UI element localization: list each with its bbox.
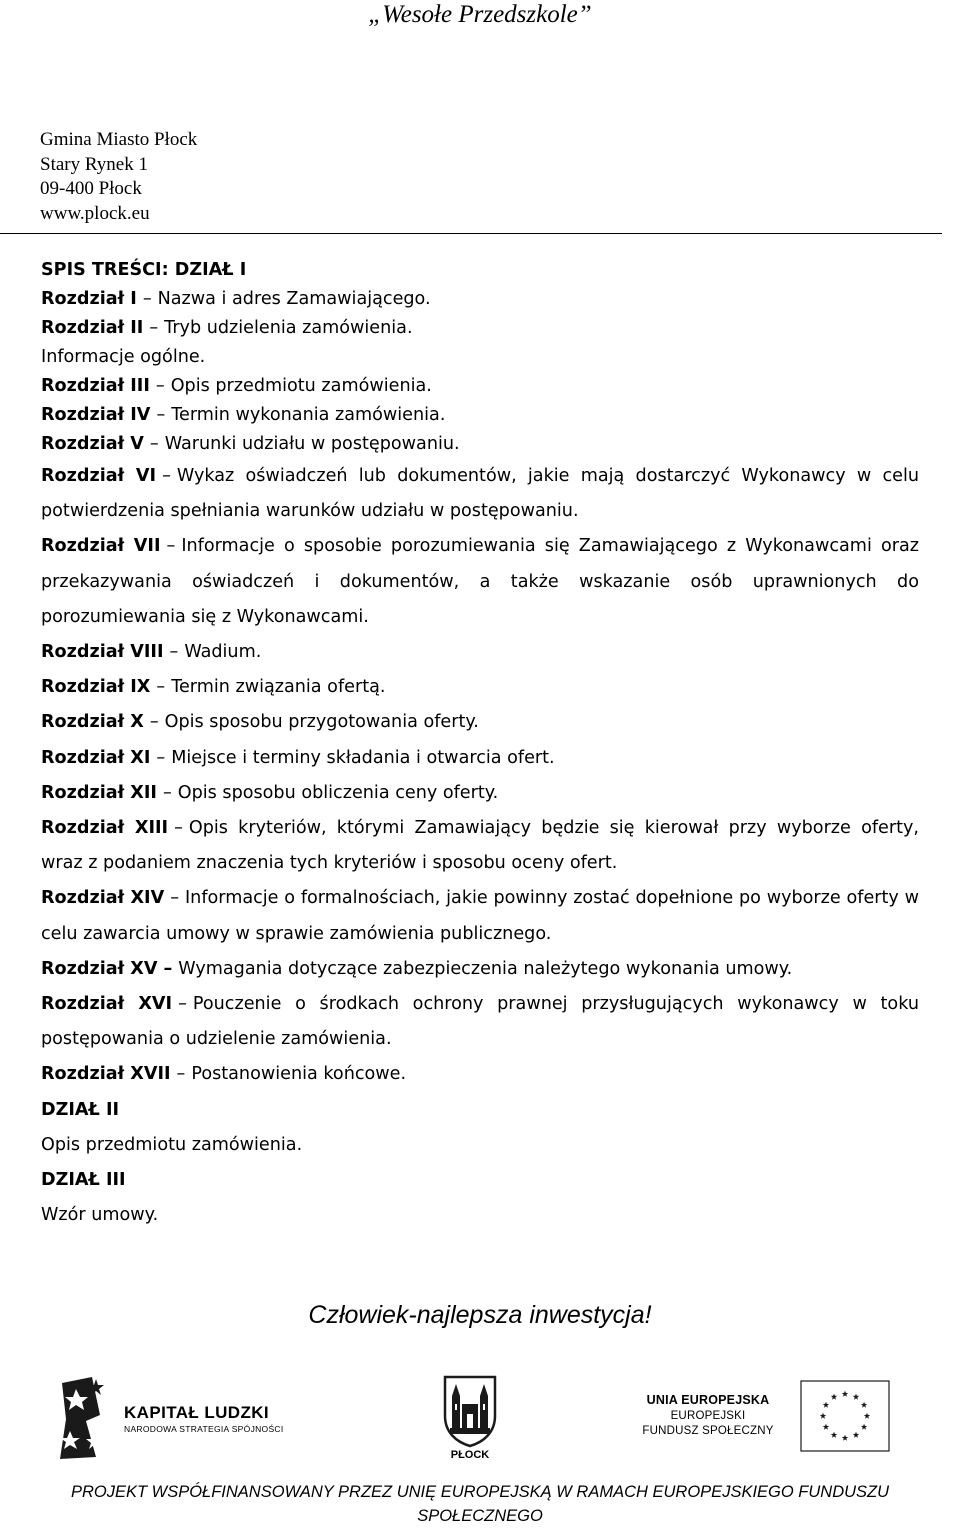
toc-entry: Rozdział XII – Opis sposobu obliczenia ceny oferty. (41, 782, 499, 803)
slogan: Człowiek-najlepsza inwestycja! (308, 1301, 652, 1329)
plock-coat-of-arms (440, 1374, 500, 1464)
toc-entry: Rozdział VII – Informacje o sposobie porozumiewania się Zamawiającego z Wykonawcami oraz przekazywania oświadczeń i dokumentów, a także wskazanie osób uprawnionych do porozumiewania się z Wykonawcami. (41, 536, 919, 627)
dzial-2-heading: DZIAŁ II (41, 1099, 120, 1120)
toc-entry: Rozdział XIV – Informacje o formalnościach, jakie powinny zostać dopełnione po wyborze oferty w celu zawarcia umowy w sprawie zamówienia publicznego. (41, 888, 919, 944)
kapital-ludzki-title: KAPITAŁ LUDZKI (124, 1403, 270, 1422)
kapital-ludzki-subtitle: NARODOWA STRATEGIA SPÓJNOŚCI (124, 1424, 284, 1434)
address-line-street: Stary Rynek 1 (40, 153, 148, 175)
kapital-ludzki-emblem-icon (56, 1375, 116, 1461)
contracting-authority-address (40, 128, 197, 226)
dzial-2-text: Opis przedmiotu zamówienia. (41, 1134, 303, 1155)
toc-entry: Rozdział XI – Miejsce i terminy składania i otwarcia ofert. (41, 747, 555, 768)
toc-heading: SPIS TREŚCI: DZIAŁ I (41, 260, 247, 280)
toc-entry: Rozdział III – Opis przedmiotu zamówienia. (41, 376, 432, 396)
toc-entry: Rozdział XVI – Pouczenie o środkach ochrony prawnej przysługujących wykonawcy w toku postępowania o udzielenie zamówienia. (41, 994, 919, 1050)
toc-entry: Rozdział XIII – Opis kryteriów, którymi Zamawiający będzie się kierował przy wyborze oferty, wraz z podaniem znaczenia tych kryteriów i sposobu oceny ofert. (41, 818, 919, 874)
header-divider (0, 233, 942, 234)
document-header-title: „Wesołe Przedszkole” (368, 1, 592, 28)
kapital-ludzki-logo (56, 1375, 326, 1461)
toc-entry: Rozdział IV – Termin wykonania zamówienia. (41, 405, 446, 425)
toc-entry: Rozdział II – Tryb udzielenia zamówienia. (41, 318, 413, 338)
eu-fund-line1: EUROPEJSKI (670, 1410, 746, 1422)
cofinancing-footer: PROJEKT WSPÓŁFINANSOWANY PRZEZ UNIĘ EUROPEJSKĄ W RAMACH EUROPEJSKIEGO FUNDUSZU SPOŁECZNEGO (70, 1483, 890, 1525)
address-line-website: www.plock.eu (40, 202, 150, 224)
plock-coat-of-arms-icon (440, 1374, 500, 1448)
toc-entry: Rozdział VI – Wykaz oświadczeń lub dokumentów, jakie mają dostarczyć Wykonawcy w celu potwierdzenia spełniania warunków udziału w postępowaniu. (41, 466, 919, 522)
plock-label: PŁOCK (450, 1449, 490, 1461)
eu-logo (640, 1380, 890, 1452)
toc-entry: Informacje ogólne. (41, 347, 206, 367)
eu-fund-line2: FUNDUSZ SPOŁECZNY (642, 1425, 774, 1437)
toc-entry: Rozdział XV – Wymagania dotyczące zabezpieczenia należytego wykonania umowy. (41, 958, 793, 979)
address-line-postal: 09-400 Płock (40, 178, 142, 199)
toc-entry: Rozdział I – Nazwa i adres Zamawiającego. (41, 289, 431, 309)
address-line-name: Gmina Miasto Płock (40, 129, 198, 150)
eu-title: UNIA EUROPEJSKA (646, 1393, 770, 1407)
toc-entry: Rozdział VIII – Wadium. (41, 642, 262, 663)
toc-entry: Rozdział V – Warunki udziału w postępowaniu. (41, 434, 460, 454)
toc-entry: Rozdział X – Opis sposobu przygotowania oferty. (41, 712, 479, 733)
eu-flag-icon (800, 1380, 890, 1452)
dzial-3-heading: DZIAŁ III (41, 1170, 126, 1191)
table-of-contents (41, 256, 919, 1233)
toc-entry: Rozdział IX – Termin związania ofertą. (41, 677, 386, 698)
dzial-3-text: Wzór umowy. (41, 1205, 159, 1226)
toc-entry: Rozdział XVII – Postanowienia końcowe. (41, 1064, 407, 1085)
